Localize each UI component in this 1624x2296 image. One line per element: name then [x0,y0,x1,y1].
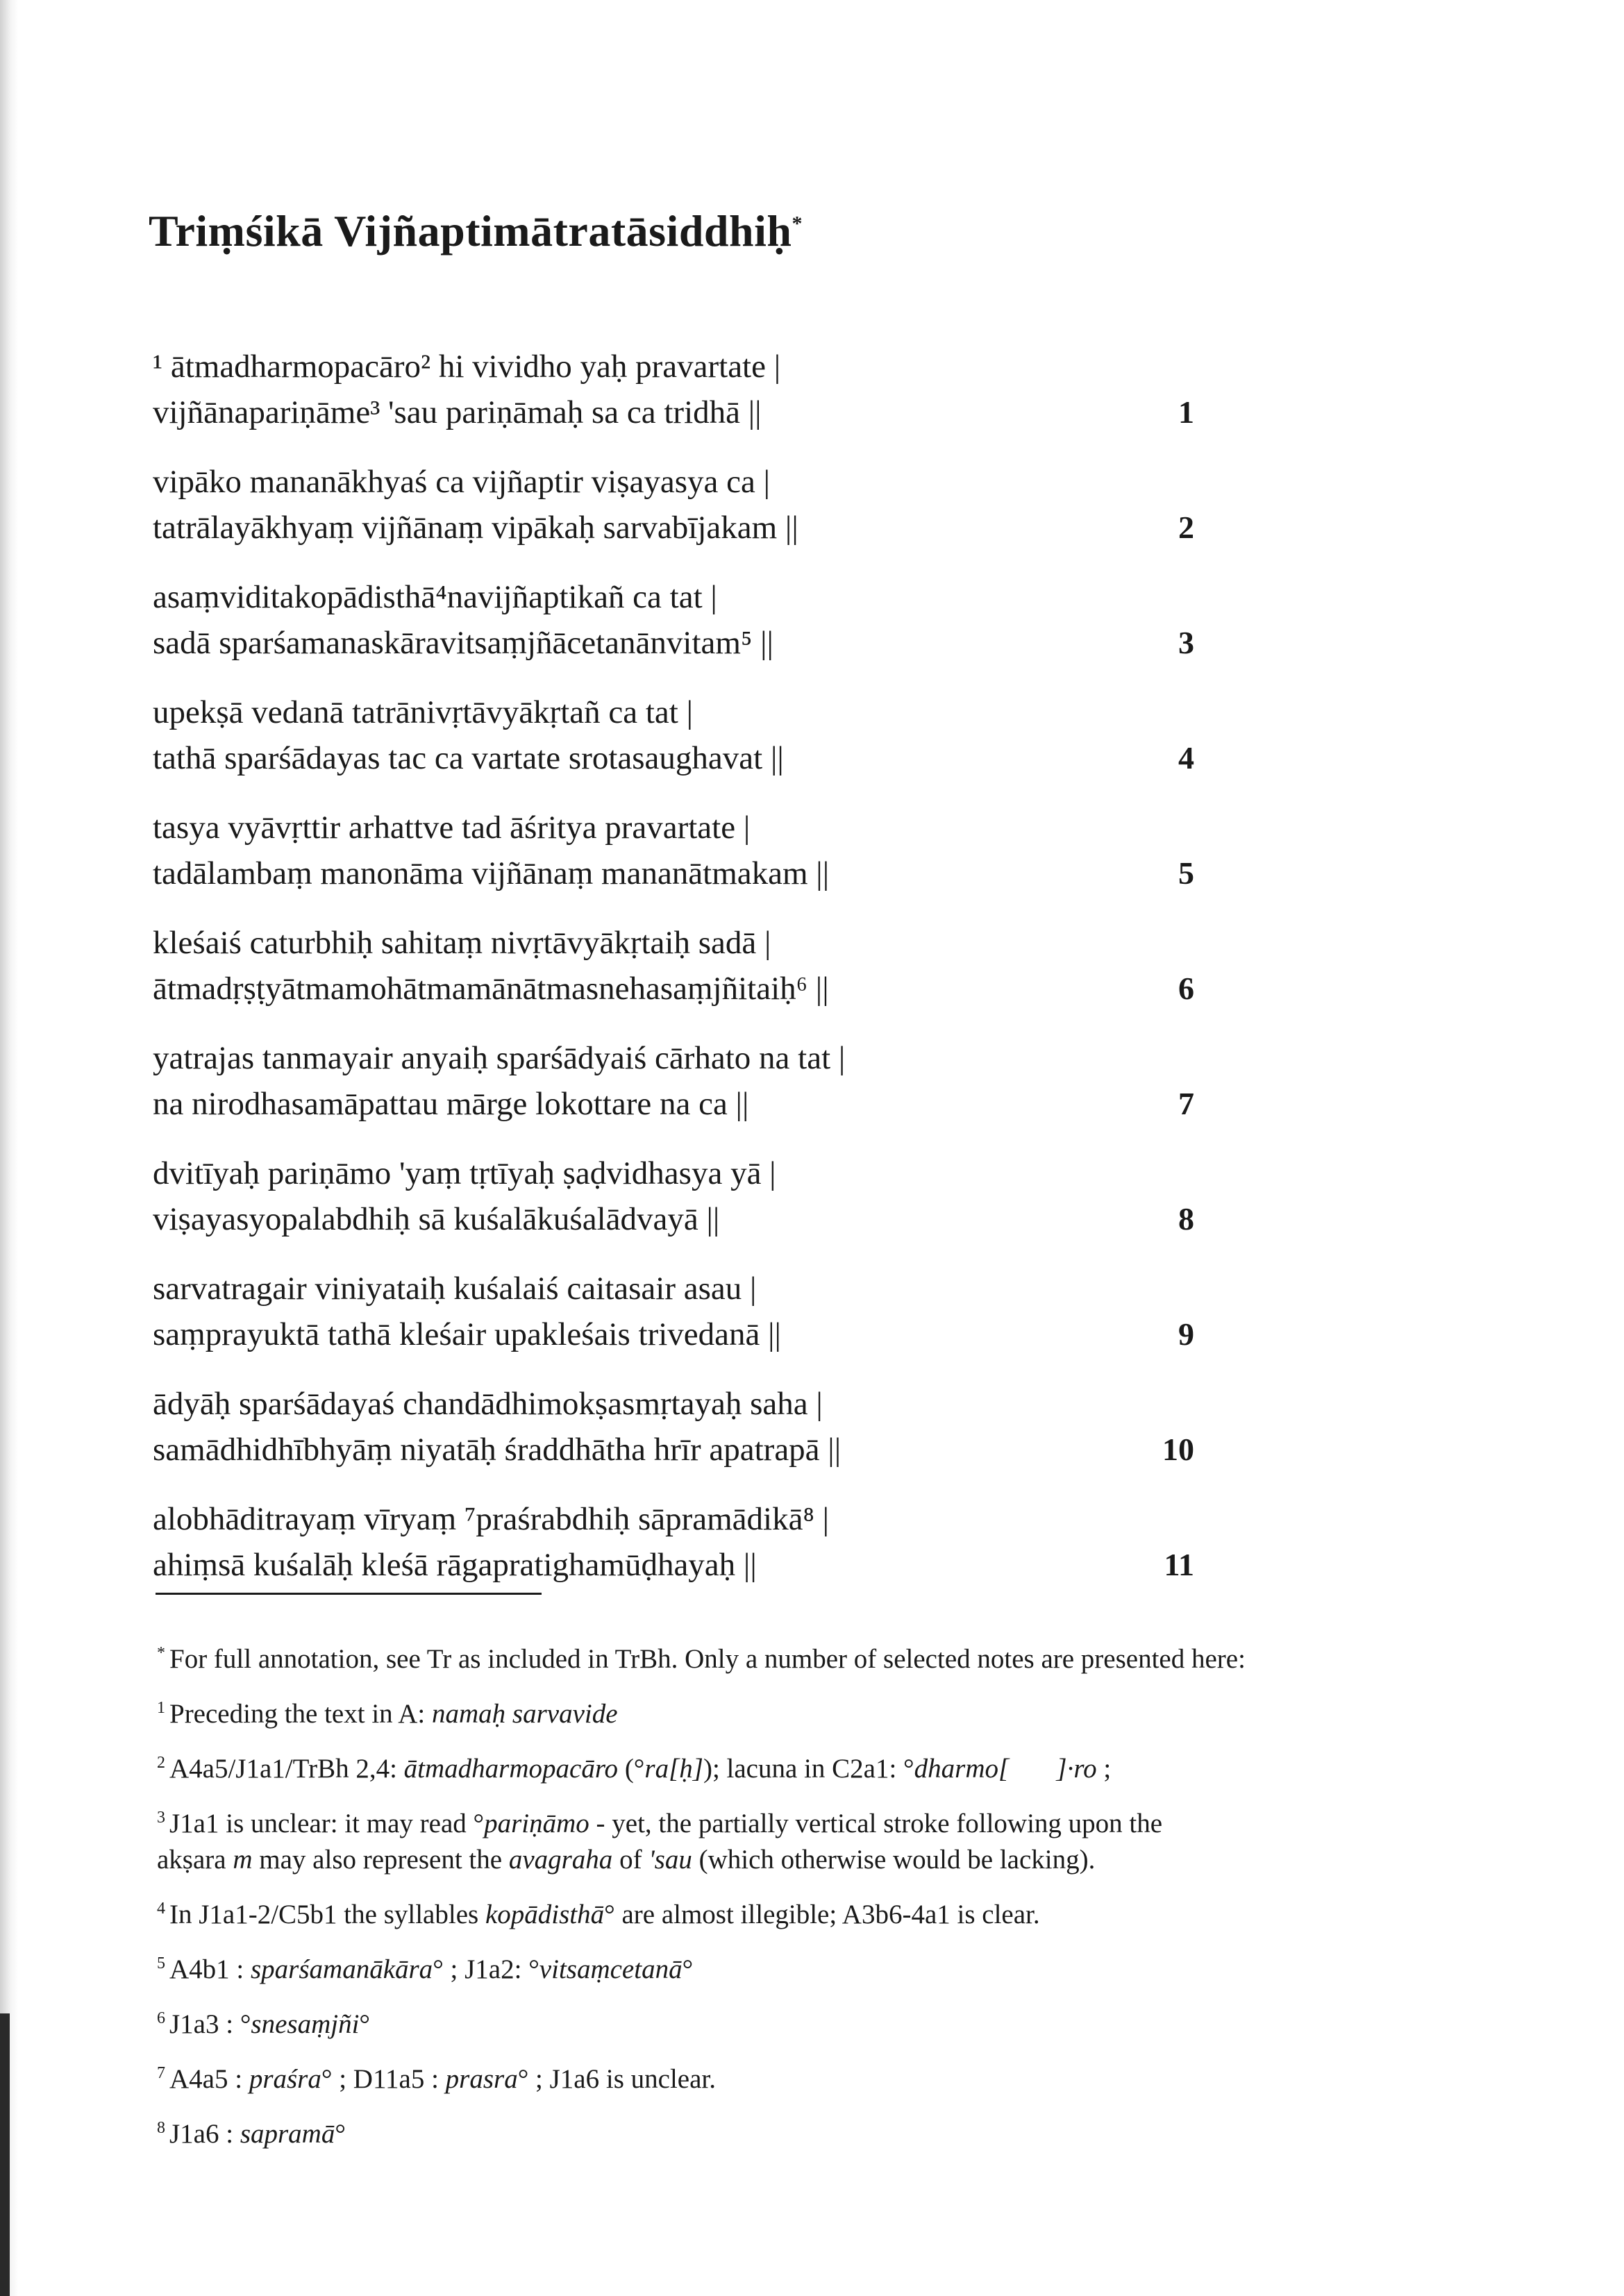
verse [153,920,1194,1012]
verse-number: 6 [1178,971,1194,1006]
footnote-mark: 8 [157,2119,165,2137]
verse-number: 10 [1162,1432,1194,1467]
verse-line: tasya vyāvṛttir arhattve tad āśritya pravartate | [153,810,751,846]
footnote-mark: * [157,1644,165,1662]
footnote-italic: prasra [445,2064,518,2094]
verse-number: 3 [1178,625,1194,660]
footnote-text: (which otherwise would be lacking). [692,1845,1096,1875]
footnote-text: J1a6 : [169,2119,240,2149]
footnote-italic: avagraha [508,1845,613,1875]
verse [153,459,1194,551]
verse-line: tathā sparśādayas tac ca vartate srotasaughavat || [153,740,784,776]
verse-line: ādyāḥ sparśādayaś chandādhimokṣasmṛtayaḥ saha | [153,1386,823,1422]
footnote-text: akṣara [157,1845,233,1875]
footnote-mark: 3 [157,1809,165,1827]
footnote-mark: 6 [157,2009,165,2027]
verse-number: 11 [1164,1547,1194,1582]
verse-line: upekṣā vedanā tatrānivṛtāvyākṛtañ ca tat | [153,694,694,730]
verse-number: 4 [1178,740,1194,776]
footnote-text: ° [359,2009,371,2039]
verse-line: viṣayasyopalabdhiḥ sā kuśalākuśalādvayā || [153,1201,720,1237]
verse-line: kleśaiś caturbhiḥ sahitaṃ nivṛtāvyākṛtaiḥ sadā | [153,925,771,961]
page-title [149,206,803,257]
footnote-italic: ra[ḥ] [644,1754,703,1784]
footnotes [157,1635,1462,2165]
footnote-italic: kopādisthā [485,1900,605,1929]
footnote-text: J1a3 : ° [169,2009,251,2039]
verse-number: 5 [1178,855,1194,891]
footnote-7 [157,2055,1462,2097]
footnote-text: ° ; J1a2: ° [433,1954,539,1984]
footnote-italic: praśra [249,2064,321,2094]
footnote-text: ° are almost illegible; A3b6-4a1 is clear. [604,1900,1040,1929]
footnote-mark: 5 [157,1954,165,1972]
footnote-text: A4b1 : [169,1954,251,1984]
footnote-4 [157,1891,1462,1933]
footnote-text: A4a5 : [169,2064,249,2094]
verse-number: 9 [1178,1316,1194,1352]
verse [153,689,1194,781]
footnote-italic: vitsaṃcetanā [539,1954,683,1984]
verse-line: ahiṃsā kuśalāḥ kleśā rāgapratighamūḍhayaḥ || [153,1547,757,1583]
scan-edge-shadow [0,0,18,2296]
footnote-italic: ātmadharmopacāro [403,1754,619,1784]
footnote-text: of [612,1845,649,1875]
verse [153,805,1194,896]
footnote-italic: sapramā [240,2119,335,2149]
footnote-italic: namaḥ sarvavide [432,1699,618,1729]
footnote-text: may also represent the [252,1845,509,1875]
scan-edge-dark [0,2013,10,2296]
footnote-italic: m [233,1845,253,1875]
footnote-mark: 7 [157,2064,165,2082]
title-footnote-marker: * [792,212,803,235]
footnote-italic: sparśamanākāra [251,1954,433,1984]
footnote-italic: snesaṃjñi [251,2009,360,2039]
footnote-text: Preceding the text in A: [169,1699,433,1729]
footnote-5 [157,1945,1462,1988]
footnote-italic: dharmo[ ]·ro [914,1754,1097,1784]
verse [153,1035,1194,1127]
verse-line: ātmadṛṣṭyātmamohātmamānātmasnehasaṃjñitaiḥ⁶ || [153,971,829,1007]
footnote-mark: 4 [157,1900,165,1918]
verse-number: 7 [1178,1086,1194,1121]
footnote-mark: 2 [157,1754,165,1772]
verse-line: sarvatragair viniyataiḥ kuśalaiś caitasair asau | [153,1271,757,1307]
footnote-8 [157,2110,1462,2152]
footnote-text: (° [618,1754,645,1784]
verse-number: 2 [1178,510,1194,545]
footnote-1 [157,1690,1462,1732]
footnote-italic: pariṇāmo [484,1809,589,1838]
verse-line: na nirodhasamāpattau mārge lokottare na ca || [153,1086,749,1122]
verse-line: saṃprayuktā tathā kleśair upakleśais trivedanā || [153,1316,781,1352]
verse-line: tatrālayākhyaṃ vijñānaṃ vipākaḥ sarvabījakam || [153,510,798,546]
footnote-text: J1a1 is unclear: it may read ° [169,1809,485,1838]
verse-list [153,344,1194,1611]
footnote-divider [156,1593,542,1595]
verse-number: 8 [1178,1201,1194,1237]
footnote-text: ° ; J1a6 is unclear. [517,2064,716,2094]
footnote-text: ° ; D11a5 : [321,2064,446,2094]
verse-line: dvitīyaḥ pariṇāmo 'yaṃ tṛtīyaḥ ṣaḍvidhasya yā | [153,1155,776,1191]
verse [153,1266,1194,1357]
footnote-text: ° [335,2119,346,2149]
verse [153,1150,1194,1242]
verse-line: vipāko mananākhyaś ca vijñaptir viṣayasya ca | [153,464,771,500]
verse [153,1496,1194,1588]
verse-line: asaṃviditakopādisthā⁴navijñaptikañ ca tat | [153,579,717,615]
verse-line: vijñānapariṇāme³ 'sau pariṇāmaḥ sa ca tridhā || [153,394,762,430]
verse-line: alobhāditrayaṃ vīryaṃ ⁷praśrabdhiḥ sāpramādikā⁸ | [153,1501,830,1537]
footnote-text: A4a5/J1a1/TrBh 2,4: [169,1754,404,1784]
footnote-text: In J1a1-2/C5b1 the syllables [169,1900,485,1929]
verse-line: sadā sparśamanaskāravitsaṃjñācetanānvitam⁵ || [153,625,773,661]
footnote-star [157,1635,1462,1677]
footnote-text: ); lacuna in C2a1: ° [703,1754,914,1784]
footnote-italic: 'sau [648,1845,692,1875]
footnote-text: ° [682,1954,694,1984]
footnote-mark: 1 [157,1699,165,1717]
footnote-text: - yet, the partially vertical stroke following upon the [589,1809,1163,1838]
footnote-2 [157,1745,1462,1787]
footnote-3 [157,1800,1462,1878]
verse [153,1381,1194,1473]
verse-line: ¹ ātmadharmopacāro² hi vividho yaḥ pravartate | [153,349,781,385]
verse-line: tadālambaṃ manonāma vijñānaṃ mananātmakam || [153,855,830,891]
verse-line: yatrajas tanmayair anyaiḥ sparśādyaiś cārhato na tat | [153,1040,846,1076]
verse-number: 1 [1178,394,1194,430]
verse [153,344,1194,435]
footnote-text: For full annotation, see Tr as included in TrBh. Only a number of selected notes are presented here: [169,1644,1246,1674]
footnote-6 [157,2000,1462,2043]
verse [153,574,1194,666]
verse-line: samādhidhībhyāṃ niyatāḥ śraddhātha hrīr apatrapā || [153,1432,842,1468]
page-title-text: Triṃśikā Vijñaptimātratāsiddhiḥ [149,206,792,255]
footnote-text: ; [1096,1754,1112,1784]
